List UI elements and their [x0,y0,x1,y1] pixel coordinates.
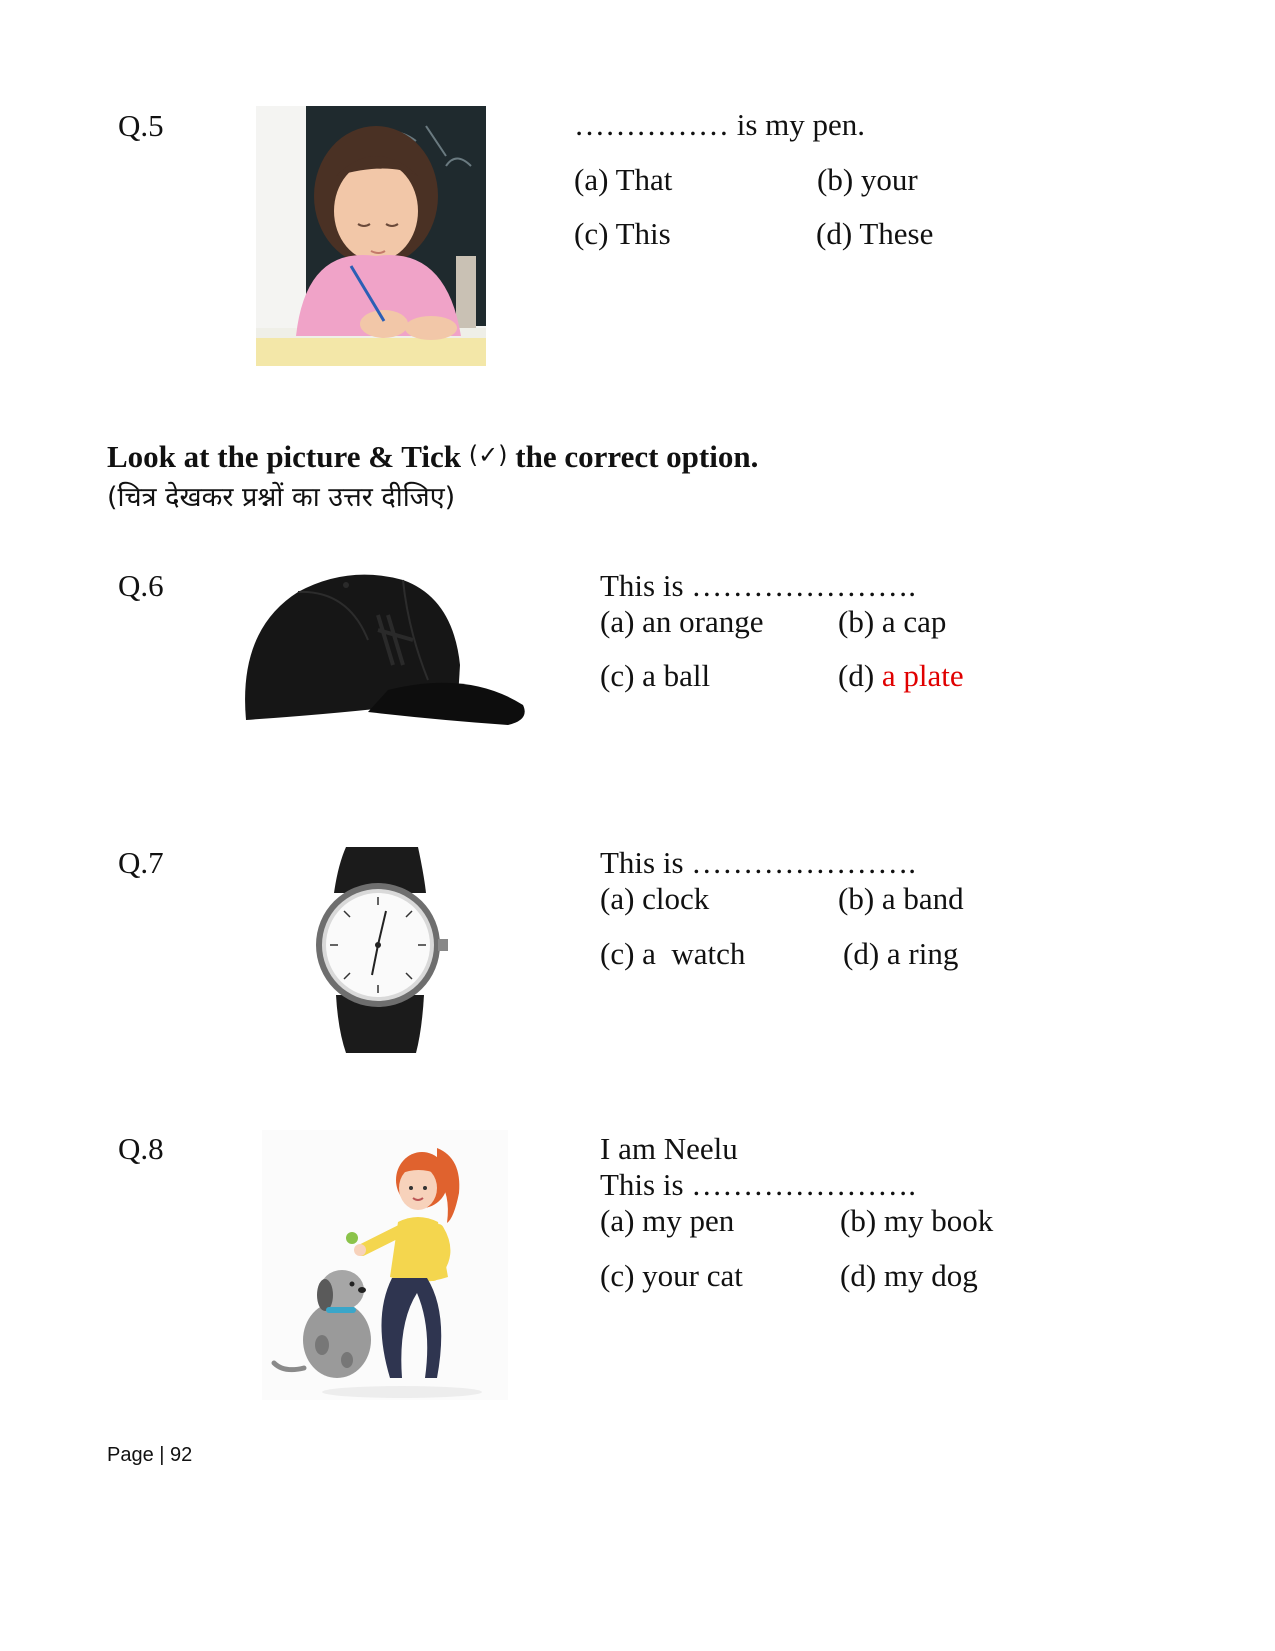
instruction-text-before: Look at the picture & Tick [107,439,461,474]
q8-option-c[interactable]: (c) your cat [600,1258,743,1293]
girl-with-dog-image [262,1130,508,1400]
q7-number: Q.7 [118,845,164,880]
q6-option-d-prefix: (d) [838,658,875,693]
q6-question: This is …………………. [600,568,917,603]
page-separator: | [159,1444,165,1466]
q6-option-c[interactable]: (c) a ball [600,658,711,693]
q6-option-d-text: a plate [881,658,964,693]
q5-option-d[interactable]: (d) These [816,216,934,251]
q5-option-a[interactable]: (a) That [574,162,673,197]
q7-option-d[interactable]: (d) a ring [843,936,959,971]
q5-option-c[interactable]: (c) This [574,216,671,251]
wristwatch-image [306,845,450,1055]
tick-icon: (✓) [468,441,508,469]
instruction-text-after: the correct option. [515,439,759,474]
instruction-hindi: (चित्र देखकर प्रश्नों का उत्तर दीजिए) [107,482,456,513]
q8-option-b[interactable]: (b) my book [840,1203,994,1238]
q8-intro: I am Neelu [600,1131,738,1166]
q8-option-a[interactable]: (a) my pen [600,1203,735,1238]
page-label: Page [107,1444,154,1466]
q6-option-d[interactable] [838,658,964,694]
q7-option-a[interactable]: (a) clock [600,881,710,916]
q5-number: Q.5 [118,108,164,143]
q6-number: Q.6 [118,568,164,603]
q6-option-a[interactable]: (a) an orange [600,604,764,639]
girl-writing-image [256,106,486,366]
q6-option-b[interactable]: (b) a cap [838,604,947,639]
q7-option-c[interactable]: (c) a watch [600,936,746,971]
q8-question: This is …………………. [600,1167,917,1202]
q5-question: …………… is my pen. [574,107,866,142]
q5-option-b[interactable]: (b) your [817,162,918,197]
q8-option-d[interactable]: (d) my dog [840,1258,978,1293]
cap-image [238,570,530,730]
q7-option-b[interactable]: (b) a band [838,881,964,916]
page-number: 92 [170,1444,193,1466]
instruction-heading [107,439,758,475]
q8-number: Q.8 [118,1131,164,1166]
page-footer [107,1444,192,1467]
q7-question: This is …………………. [600,845,917,880]
